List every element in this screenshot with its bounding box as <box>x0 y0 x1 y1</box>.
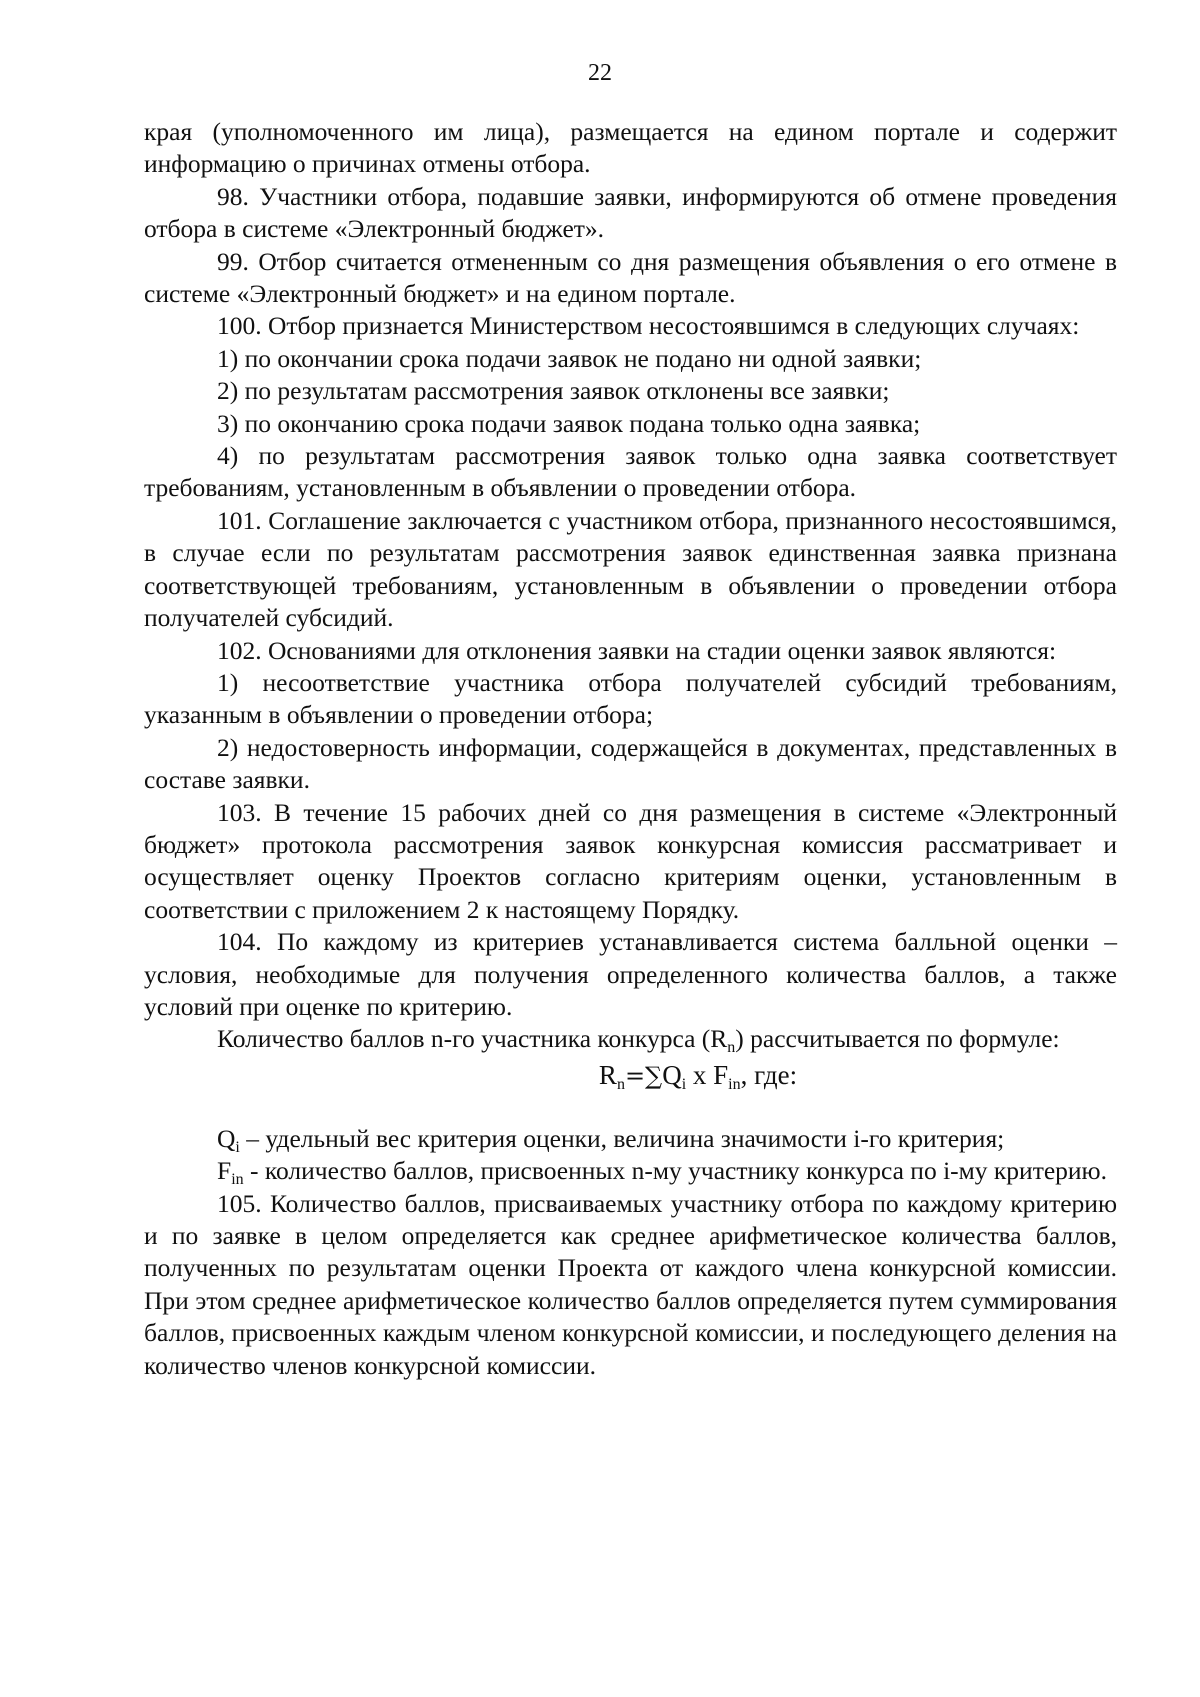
list-item-100-3: 3) по окончанию срока подачи заявок подана только одна заявка; <box>217 408 921 438</box>
paragraph-103: 103. В течение 15 рабочих дней со дня размещения в системе «Электронный бюджет» протокола рассмотрения заявок конкурсная комиссия рассматривает и осуществляет оценку Проектов согласно критериям оценки, установленным в соответствии с приложением 2 к настоящему Порядку. <box>144 797 1117 924</box>
page-number: 22 <box>588 60 612 86</box>
paragraph-102: 102. Основаниями для отклонения заявки на стадии оценки заявок являются: <box>217 635 1057 665</box>
formula-q-sub: i <box>681 1075 687 1093</box>
formula-tail: , где: <box>740 1059 798 1090</box>
definition-q-text: – удельный вес критерия оценки, величина значимости i-го критерия; <box>239 1123 1005 1153</box>
paragraph-100: 100. Отбор признается Министерством несостоявшимся в следующих случаях: <box>217 311 1080 341</box>
paragraph-98: 98. Участники отбора, подавшие заявки, информируются об отмене проведения отбора в системе «Электронный бюджет». <box>144 181 1117 244</box>
definition-f-text: - количество баллов, присвоенных n-му участнику конкурса по i-му критерию. <box>243 1156 1107 1186</box>
paragraph-99: 99. Отбор считается отмененным со дня размещения объявления о его отмене в системе «Электронный бюджет» и на едином портале. <box>144 246 1117 309</box>
list-item-100-4: 4) по результатам рассмотрения заявок только одна заявка соответствует требованиям, установленным в объявлении о проведении отбора. <box>144 441 1117 503</box>
formula-times-f: x F <box>686 1059 729 1090</box>
formula-r-sub: n <box>616 1075 625 1093</box>
list-item-100-1: 1) по окончании срока подачи заявок не подано ни одной заявки; <box>217 343 922 373</box>
formula-eq-sum: =∑ <box>624 1061 663 1090</box>
score-intro-before: Количество баллов n-го участника конкурса (R <box>217 1024 728 1054</box>
document-body <box>144 116 1117 1382</box>
definition-f-symbol: F <box>217 1156 232 1186</box>
definition-f <box>144 1155 1117 1187</box>
score-formula <box>144 1058 1117 1093</box>
definition-q-sub: i <box>235 1138 240 1156</box>
formula-f-sub: in <box>728 1075 741 1093</box>
paragraph-104: 104. По каждому из критериев устанавливается система балльной оценки – условия, необходимые для получения определенного количества баллов, а также условий при оценке по критерию. <box>144 927 1117 1021</box>
definition-f-sub: in <box>231 1171 244 1189</box>
list-item-102-1: 1) несоответствие участника отбора получателей субсидий требованиям, указанным в объявлении о проведении отбора; <box>144 667 1117 730</box>
list-item-102-2: 2) недостоверность информации, содержащейся в документах, представленных в составе заявки. <box>144 732 1117 795</box>
score-intro-paragraph <box>144 1023 1117 1055</box>
definition-q <box>144 1123 1117 1155</box>
formula-q: Q <box>662 1059 682 1090</box>
score-intro-after: ) рассчитывается по формуле: <box>735 1024 1060 1054</box>
paragraph-continuation: края (уполномоченного им лица), размещается на едином портале и содержит информацию о причинах отмены отбора. <box>144 117 1117 179</box>
definition-q-symbol: Q <box>217 1123 236 1153</box>
score-intro-sub: n <box>727 1039 736 1057</box>
list-item-100-2: 2) по результатам рассмотрения заявок отклонены все заявки; <box>217 376 890 406</box>
formula-r: R <box>598 1059 617 1090</box>
paragraph-101: 101. Соглашение заключается с участником отбора, признанного несостоявшимся, в случае если по результатам рассмотрения заявок единственная заявка признана соответствующей требованиям, установленным в объявлении о проведении отбора получателей субсидий. <box>144 505 1117 633</box>
paragraph-105: 105. Количество баллов, присваиваемых участнику отбора по каждому критерию и по заявке в целом определяется как среднее арифметическое количества баллов, полученных по результатам оценки Проекта от каждого члена конкурсной комиссии. При этом среднее арифметическое количество баллов определяется путем суммирования баллов, присвоенных каждым членом конкурсной комиссии, и последующего деления на количество членов конкурсной комиссии. <box>144 1188 1117 1380</box>
